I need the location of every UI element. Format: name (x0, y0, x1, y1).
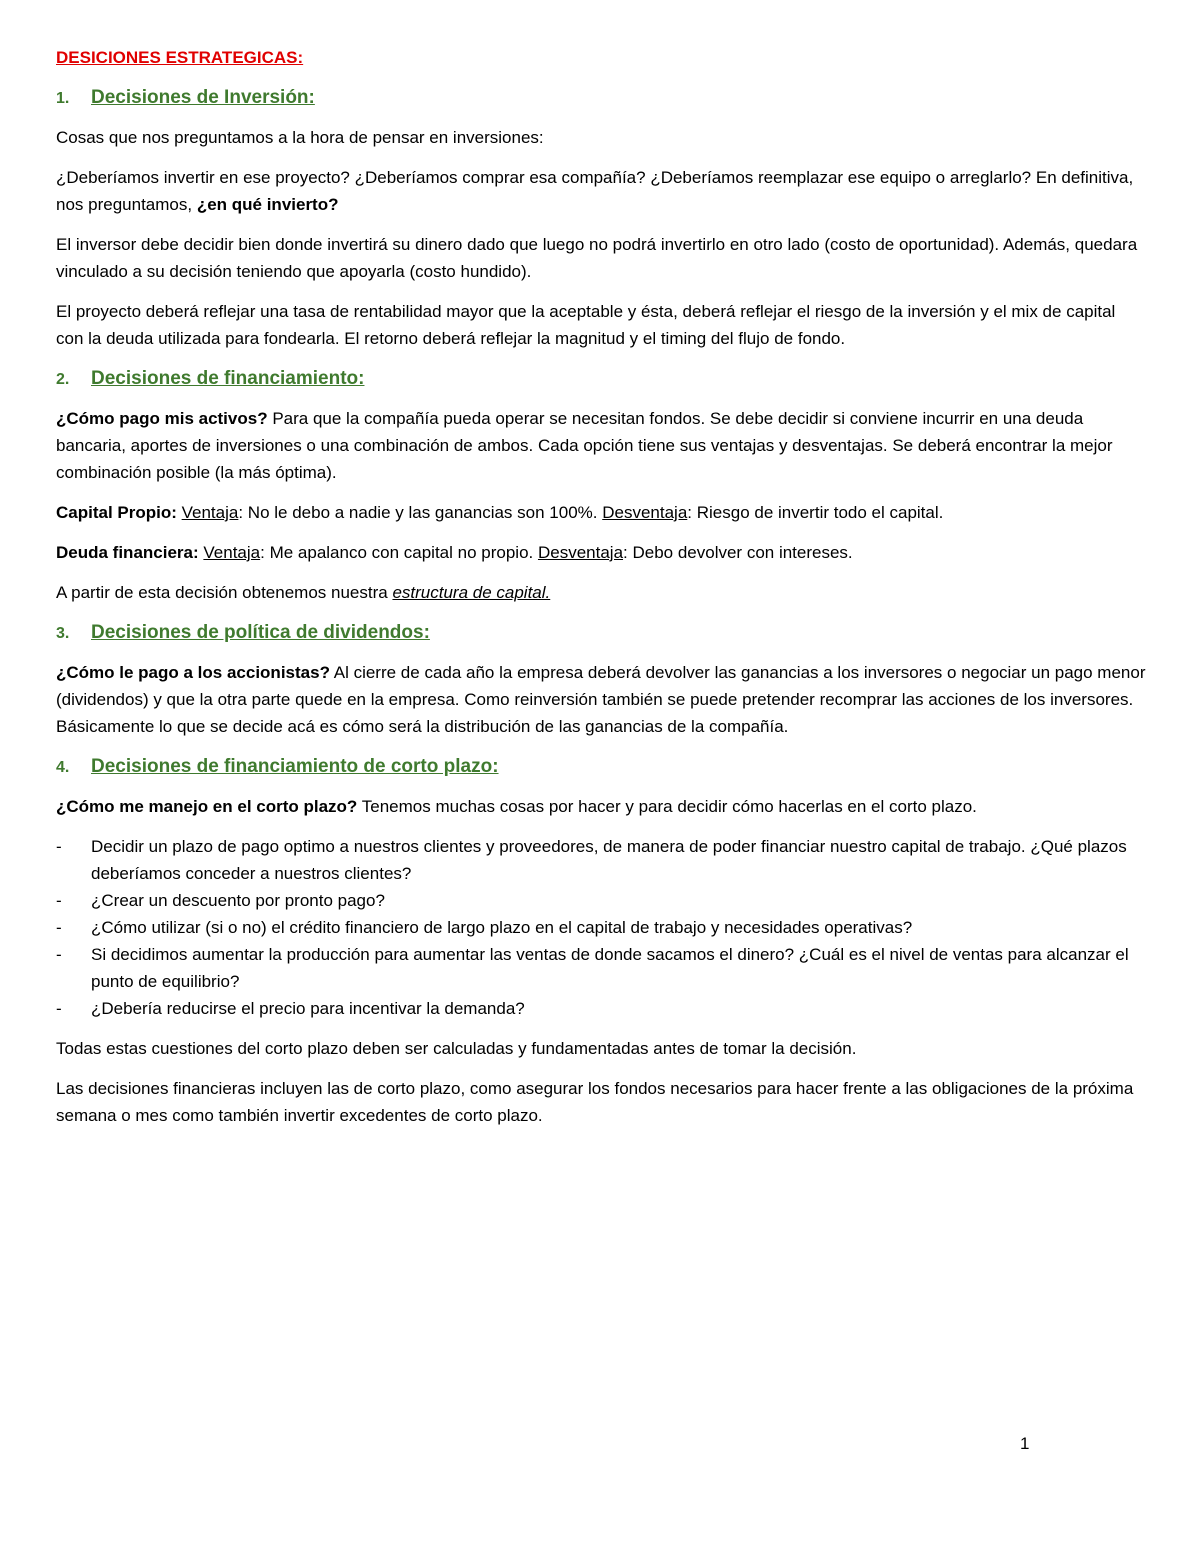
desventaja-text: : Debo devolver con intereses. (623, 543, 853, 562)
section-title: Decisiones de política de dividendos: (91, 622, 430, 643)
section-4-heading (56, 753, 1146, 781)
paragraph (56, 659, 1146, 740)
paragraph: El inversor debe decidir bien donde invertirá su dinero dado que luego no podrá invertirlo en otro lado (costo de oportunidad). Además, quedara vinculado a su decisión teniendo que apoyarla (costo hundido). (56, 235, 1138, 281)
dash-bullet: - (56, 999, 62, 1018)
dash-list (56, 833, 1146, 1022)
document-title: DESICIONES ESTRATEGICAS: (56, 48, 304, 67)
deuda-financiera-paragraph (56, 539, 1146, 566)
term-colon: : (193, 543, 204, 562)
ventaja-label: Ventaja (203, 543, 261, 562)
paragraph-text: Al cierre de cada año la empresa deberá devolver las ganancias a los inversores o negociar un pago menor (dividendos) y que la otra parte quede en la empresa. Como reinversión también se puede pretender recomprar las acciones de los inversores. Básicamente lo que se decide acá es cómo será la distribución de las ganancias de la compañía. (56, 663, 1146, 736)
term-label: Capital Propio (56, 503, 172, 522)
paragraph: Las decisiones financieras incluyen las de corto plazo, como asegurar los fondos necesarios para hacer frente a las obligaciones de la próxima semana o mes como también invertir excedentes de corto plazo. (56, 1079, 1134, 1125)
desventaja-text: : Riesgo de invertir todo el capital. (687, 503, 944, 522)
section-number: 1. (56, 90, 70, 107)
list-item-text: ¿Cómo utilizar (si o no) el crédito financiero de largo plazo en el capital de trabajo y necesidades operativas? (91, 918, 913, 937)
desventaja-label: Desventaja (602, 503, 688, 522)
ventaja-text: : No le debo a nadie y las ganancias son 100%. (238, 503, 603, 522)
list-item (56, 914, 1146, 941)
section-number: 4. (56, 759, 70, 776)
section-title: Decisiones de Inversión: (91, 87, 315, 108)
dash-bullet: - (56, 837, 62, 856)
list-item (56, 887, 1146, 914)
list-item (56, 995, 1146, 1022)
list-item (56, 941, 1146, 995)
emphasis-text: ¿Cómo pago mis activos? (56, 409, 268, 428)
document-page (56, 44, 1146, 1142)
section-3-heading (56, 619, 1146, 647)
emphasis-text: ¿en qué invierto? (196, 195, 339, 214)
estructura-capital-text: estructura de capital. (392, 583, 551, 602)
paragraph (56, 405, 1146, 486)
section-title: Decisiones de financiamiento de corto plazo: (91, 756, 499, 777)
paragraph (56, 793, 1146, 820)
section-number: 3. (56, 625, 70, 642)
page-number: 1 (1020, 1434, 1030, 1453)
list-item (56, 833, 1146, 887)
paragraph (56, 164, 1146, 218)
section-title: Decisiones de financiamiento: (91, 368, 365, 389)
list-item-text: Decidir un plazo de pago optimo a nuestros clientes y proveedores, de manera de poder financiar nuestro capital de trabajo. ¿Qué plazos deberíamos conceder a nuestros clientes? (91, 837, 1127, 883)
ventaja-text: : Me apalanco con capital no propio. (260, 543, 538, 562)
paragraph: El proyecto deberá reflejar una tasa de rentabilidad mayor que la aceptable y ésta, deberá reflejar el riesgo de la inversión y el mix de capital con la deuda utilizada para fondearla. El retorno deberá reflejar la magnitud y el timing del flujo de fondo. (56, 302, 1116, 348)
paragraph: Cosas que nos preguntamos a la hora de pensar en inversiones: (56, 128, 544, 147)
emphasis-text: ¿Cómo le pago a los accionistas? (56, 663, 330, 682)
paragraph: Todas estas cuestiones del corto plazo deben ser calculadas y fundamentadas antes de tomar la decisión. (56, 1039, 857, 1058)
dash-bullet: - (56, 891, 62, 910)
paragraph-text: ¿Deberíamos invertir en ese proyecto? ¿Deberíamos comprar esa compañía? ¿Deberíamos reemplazar ese equipo o arreglarlo? En definitiva, nos preguntamos, (56, 168, 1134, 214)
list-item-text: ¿Crear un descuento por pronto pago? (91, 891, 385, 910)
paragraph-text: Tenemos muchas cosas por hacer y para decidir cómo hacerlas en el corto plazo. (357, 797, 977, 816)
term-label: Deuda financiera (56, 543, 193, 562)
section-2-heading (56, 365, 1146, 393)
capital-propio-paragraph (56, 499, 1146, 526)
desventaja-label: Desventaja (537, 543, 624, 562)
dash-bullet: - (56, 945, 62, 964)
dash-bullet: - (56, 918, 62, 937)
list-item-text: ¿Debería reducirse el precio para incentivar la demanda? (91, 999, 525, 1018)
paragraph (56, 579, 1146, 606)
emphasis-text: ¿Cómo me manejo en el corto plazo? (56, 797, 358, 816)
paragraph-text: Para que la compañía pueda operar se necesitan fondos. Se debe decidir si conviene incurrir en una deuda bancaria, aportes de inversiones o una combinación de ambos. Cada opción tiene sus ventajas y desventajas. Se deberá encontrar la mejor combinación posible (la más óptima). (56, 409, 1113, 482)
paragraph-text: A partir de esta decisión obtenemos nuestra (56, 583, 393, 602)
list-item-text: Si decidimos aumentar la producción para aumentar las ventas de donde sacamos el dinero? ¿Cuál es el nivel de ventas para alcanzar el punto de equilibrio? (91, 945, 1129, 991)
section-1-heading (56, 84, 1146, 112)
ventaja-label: Ventaja (181, 503, 239, 522)
term-colon: : (171, 503, 182, 522)
section-number: 2. (56, 371, 70, 388)
